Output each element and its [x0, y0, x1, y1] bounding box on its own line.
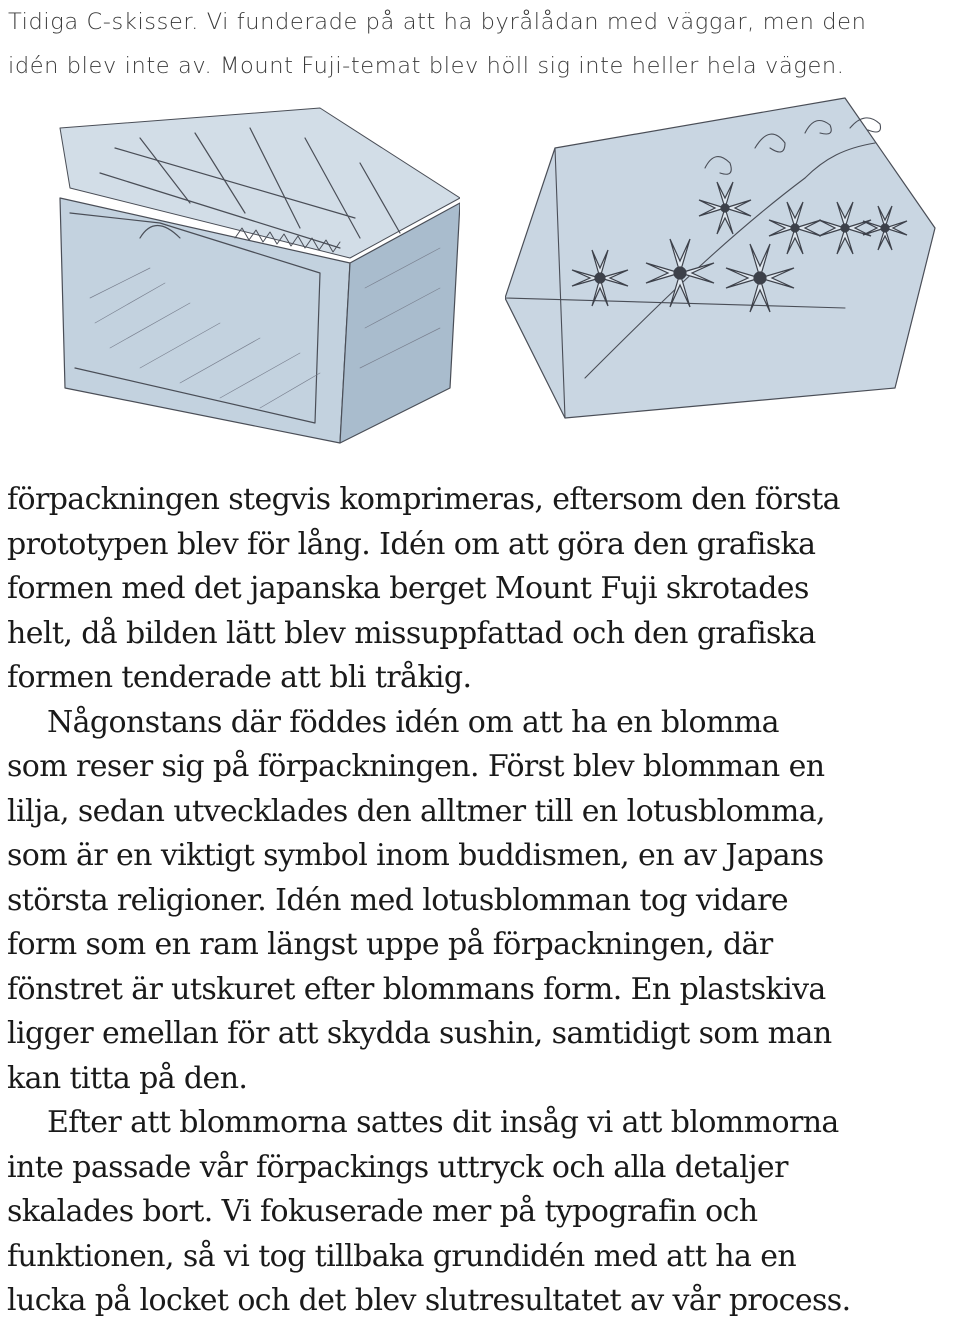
lotus-box-sketch: [505, 88, 940, 428]
caption-line-2: idén blev inte av. Mount Fuji-temat blev höll sig inte heller hela vägen.: [8, 53, 845, 79]
body-line: som är en viktigt symbol inom buddismen, en av Japans: [7, 838, 824, 873]
body-line: lilja, sedan utvecklades den alltmer till en lotusblomma,: [7, 793, 825, 829]
body-line: inte passade vår förpackings uttryck och alla detaljer: [7, 1149, 788, 1185]
body-line: funktionen, så vi tog tillbaka grundidén med att ha en: [7, 1238, 797, 1274]
body-line: fönstret är utskuret efter blommans form. En plastskiva: [7, 971, 826, 1007]
body-line: form som en ram längst uppe på förpackningen, där: [7, 927, 773, 962]
body-line: som reser sig på förpackningen. Först blev blomman en: [7, 749, 825, 784]
body-line: prototypen blev för lång. Idén om att göra den grafiska: [7, 526, 816, 562]
body-line: Någonstans där föddes idén om att ha en blomma: [47, 704, 779, 740]
body-line: formen med det japanska berget Mount Fuji skrotades: [7, 571, 809, 606]
body-line: kan titta på den.: [7, 1060, 248, 1096]
body-line: ligger emellan för att skydda sushin, samtidigt som man: [7, 1016, 832, 1051]
body-line: formen tenderade att bli tråkig.: [7, 660, 472, 695]
drawer-box-sketch: [20, 88, 460, 468]
body-line: förpackningen stegvis komprimeras, eftersom den första: [7, 482, 840, 517]
caption-line-1: Tidiga C-skisser. Vi funderade på att ha byrålådan med väggar, men den: [8, 9, 867, 35]
body-line: största religioner. Idén med lotusblomman tog vidare: [7, 882, 788, 918]
body-line: lucka på locket och det blev slutresultatet av vår process.: [7, 1283, 851, 1318]
image-caption: [8, 0, 953, 88]
body-line: Efter att blommorna sattes dit insåg vi att blommorna: [47, 1105, 839, 1140]
body-paragraphs: [7, 478, 957, 1324]
body-line: helt, då bilden lätt blev missuppfattad och den grafiska: [7, 615, 816, 651]
body-line: skalades bort. Vi fokuserade mer på typografin och: [7, 1194, 758, 1229]
sketch-illustrations: [0, 88, 960, 468]
